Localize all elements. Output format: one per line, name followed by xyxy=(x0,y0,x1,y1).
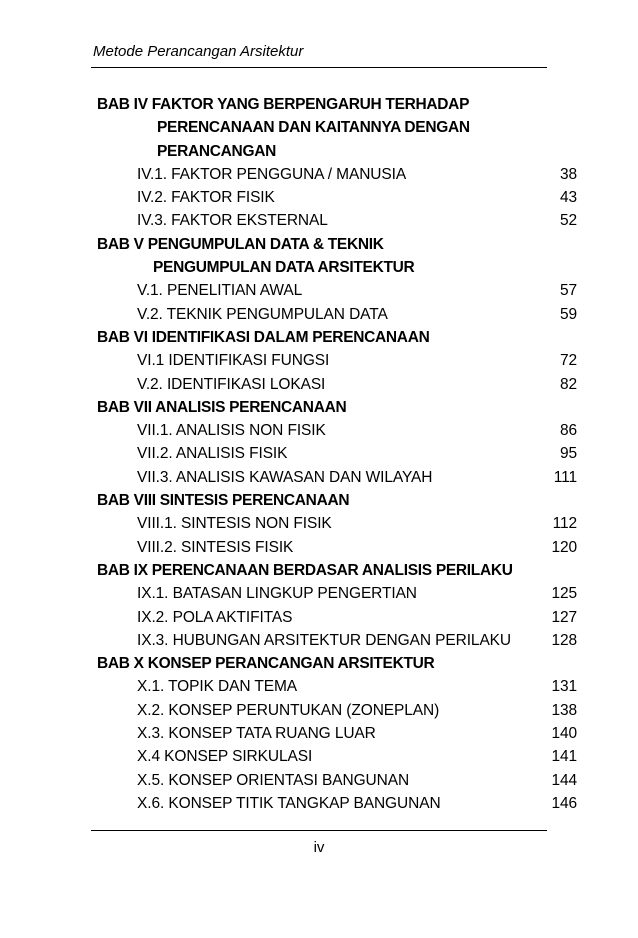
toc-entry[interactable] xyxy=(97,209,582,232)
toc-entry-label: V.2. TEKNIK PENGUMPULAN DATA xyxy=(137,305,388,323)
chapter-heading-bab-x xyxy=(97,652,582,675)
chapter-heading-line: BAB IV FAKTOR YANG BERPENGARUH TERHADAP xyxy=(97,96,470,113)
toc-entry[interactable] xyxy=(97,419,582,442)
running-header: Metode Perancangan Arsitektur xyxy=(93,43,304,60)
toc-entry-label: V.1. PENELITIAN AWAL xyxy=(137,282,303,300)
toc-entry[interactable] xyxy=(97,769,582,792)
chapter-heading-line: BAB VII ANALISIS PERENCANAAN xyxy=(97,398,347,416)
toc-entry[interactable] xyxy=(97,186,582,209)
toc-entry[interactable] xyxy=(97,536,582,559)
toc-entry[interactable] xyxy=(97,163,582,186)
toc-entry[interactable] xyxy=(97,279,582,302)
toc-entry-page: 146 xyxy=(551,794,577,812)
toc-entry[interactable] xyxy=(97,466,582,489)
toc-entry-page: 112 xyxy=(552,515,577,533)
toc-entry-page: 86 xyxy=(559,422,577,440)
chapter-heading-line: PERANCANGAN xyxy=(157,142,276,160)
footer-rule xyxy=(91,830,547,831)
chapter-heading-line: BAB X KONSEP PERANCANGAN ARSITEKTUR xyxy=(97,655,435,673)
toc-entry-page: 52 xyxy=(559,212,577,230)
chapter-heading-bab-ix xyxy=(97,559,582,582)
toc-entry-page: 131 xyxy=(551,678,577,696)
toc-entry-page: 125 xyxy=(551,585,577,603)
chapter-heading-bab-viii xyxy=(97,489,582,512)
toc-entry[interactable] xyxy=(97,442,582,465)
toc-entry-page: 43 xyxy=(559,189,577,207)
toc-entry-page: 111 xyxy=(553,468,577,486)
toc-entry[interactable] xyxy=(97,582,582,605)
header-rule xyxy=(91,67,547,68)
toc-entry-label: X.6. KONSEP TITIK TANGKAP BANGUNAN xyxy=(137,794,441,812)
toc-entry-label: VI.1 IDENTIFIKASI FUNGSI xyxy=(137,352,330,370)
toc-entry-label: X.3. KONSEP TATA RUANG LUAR xyxy=(137,725,376,743)
toc-entry-label: VIII.1. SINTESIS NON FISIK xyxy=(137,515,332,533)
toc-entry[interactable] xyxy=(97,349,582,372)
toc-entry-label: IX.1. BATASAN LINGKUP PENGERTIAN xyxy=(137,585,417,603)
chapter-heading-line: PENGUMPULAN DATA ARSITEKTUR xyxy=(153,259,415,277)
page-number: iv xyxy=(313,839,325,856)
toc-entry-label: X.1. TOPIK DAN TEMA xyxy=(137,678,298,696)
toc-entry-page: 72 xyxy=(559,352,577,370)
toc-entry-page: 127 xyxy=(551,608,577,626)
chapter-heading-bab-vi xyxy=(97,326,582,349)
toc-entry-label: IX.2. POLA AKTIFITAS xyxy=(137,608,293,626)
toc-entry[interactable] xyxy=(97,512,582,535)
chapter-heading-bab-v xyxy=(97,233,582,280)
toc-entry[interactable] xyxy=(97,722,582,745)
toc-entry-page: 140 xyxy=(551,725,577,743)
chapter-heading-line: BAB IX PERENCANAAN BERDASAR ANALISIS PERILAKU xyxy=(97,561,513,579)
toc-entry-label: IV.2. FAKTOR FISIK xyxy=(137,189,275,207)
toc-entry-label: IX.3. HUBUNGAN ARSITEKTUR DENGAN PERILAKU xyxy=(137,631,512,649)
toc-entry-page: 59 xyxy=(559,305,577,323)
toc-entry-label: X.4 KONSEP SIRKULASI xyxy=(137,748,313,766)
toc-entry-label: X.2. KONSEP PERUNTUKAN (ZONEPLAN) xyxy=(137,701,440,719)
toc-entry-page: 82 xyxy=(559,375,577,393)
chapter-heading-line: BAB VI IDENTIFIKASI DALAM PERENCANAAN xyxy=(97,328,430,346)
toc-entry-page: 141 xyxy=(551,748,577,766)
toc-entry[interactable] xyxy=(97,606,582,629)
toc-entry-page: 144 xyxy=(551,771,577,789)
toc-entry[interactable] xyxy=(97,675,582,698)
toc-entry[interactable] xyxy=(97,745,582,768)
chapter-heading-line: PERENCANAAN DAN KAITANNYA DENGAN xyxy=(157,119,470,137)
toc-entry-page: 57 xyxy=(559,282,577,300)
toc-entry[interactable] xyxy=(97,699,582,722)
chapter-heading-line: BAB V PENGUMPULAN DATA & TEKNIK xyxy=(97,235,384,253)
toc-entry-page: 38 xyxy=(559,165,577,183)
toc-entry-page: 120 xyxy=(551,538,577,556)
toc-entry-page: 95 xyxy=(559,445,577,463)
toc-entry-label: V.2. IDENTIFIKASI LOKASI xyxy=(137,375,326,393)
toc-entry-label: VII.1. ANALISIS NON FISIK xyxy=(137,422,326,440)
toc-entry[interactable] xyxy=(97,303,582,326)
toc-entry-label: VII.3. ANALISIS KAWASAN DAN WILAYAH xyxy=(137,468,433,486)
chapter-heading-bab-iv xyxy=(97,93,582,163)
toc-entry-label: X.5. KONSEP ORIENTASI BANGUNAN xyxy=(137,771,410,789)
toc-entry[interactable] xyxy=(97,373,582,396)
toc-entry-label: IV.3. FAKTOR EKSTERNAL xyxy=(137,212,328,230)
toc-entry[interactable] xyxy=(97,629,582,652)
toc-entry-page: 128 xyxy=(551,631,577,649)
toc-entry-label: VII.2. ANALISIS FISIK xyxy=(137,445,288,463)
toc-entry[interactable] xyxy=(97,792,582,815)
toc-entry-label: IV.1. FAKTOR PENGGUNA / MANUSIA xyxy=(137,165,407,183)
chapter-heading-line: BAB VIII SINTESIS PERENCANAAN xyxy=(97,492,350,510)
chapter-heading-bab-vii xyxy=(97,396,582,419)
table-of-contents xyxy=(97,93,582,815)
toc-entry-label: VIII.2. SINTESIS FISIK xyxy=(137,538,294,556)
toc-entry-page: 138 xyxy=(551,701,577,719)
